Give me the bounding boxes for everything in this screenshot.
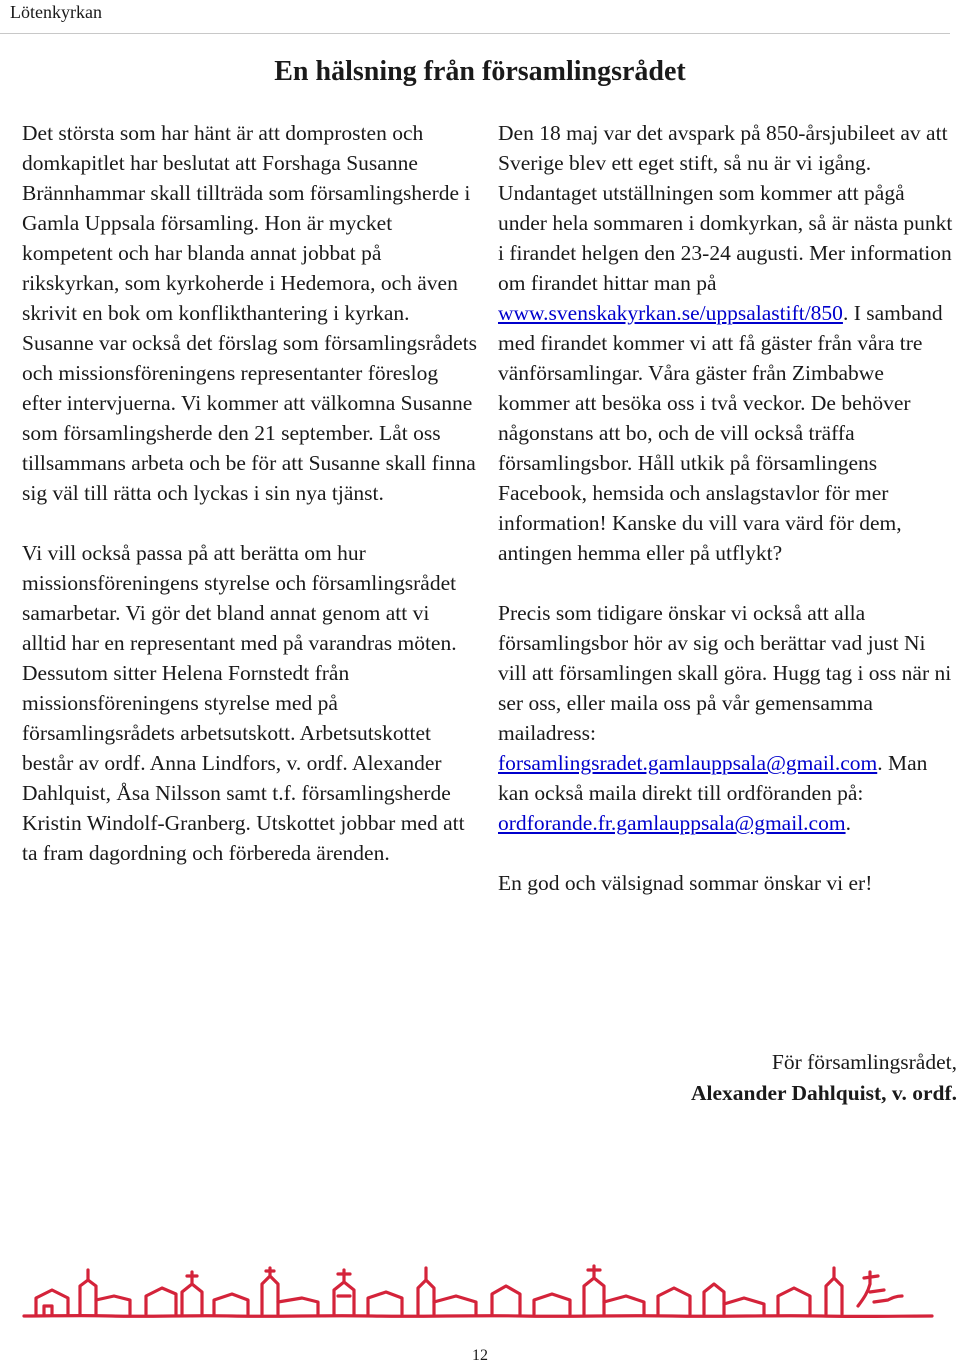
- stift-website-link[interactable]: www.svenskakyrkan.se/uppsalastift/850: [498, 301, 843, 325]
- right-paragraph-2: [498, 598, 956, 838]
- chair-email-link[interactable]: ordforande.fr.gamlauppsala@gmail.com: [498, 811, 846, 835]
- signoff: [691, 1047, 957, 1109]
- right-paragraph-3: En god och välsignad sommar önskar vi er!: [498, 871, 873, 895]
- article-title: En hälsning från församlingsrådet: [274, 56, 686, 87]
- left-paragraph-2: Vi vill också passa på att berätta om hur missionsföreningens styrelse och församlingsrådet samarbetar. Vi gör det bland annat genom att vi alltid har en representant med på varandras möten. Dessutom sitter Helena Fornstedt från missionsföreningens styrelse med på församlingsrådets arbetsutskott. Arbetsutskottet består av ordf. Anna Lindfors, v. ordf. Alexander Dahlquist, Åsa Nilsson samt t.f. församlingsherde Kristin Windolf-Granberg. Utskottet jobbar med att ta fram dagordning och förbereda ärenden.: [22, 541, 465, 865]
- running-header-title: Lötenkyrkan: [10, 2, 102, 22]
- right-paragraph-1: [498, 118, 956, 568]
- signoff-line: För församlingsrådet,: [771, 1050, 957, 1074]
- header-divider: [0, 33, 950, 34]
- right-column: [498, 118, 956, 898]
- right-paragraph-2-text: Precis som tidigare önskar vi också att alla församlingsbor hör av sig och berättar vad just Ni vill att församlingen skall göra. Hugg tag i oss när ni ser oss, eller maila oss på vår gemensamma mailadress:: [498, 601, 952, 745]
- right-paragraph-1-text: Den 18 maj var det avspark på 850-årsjubileet av att Sverige blev ett eget stift, så nu är vi igång. Undantaget utställningen som kommer att pågå under hela sommaren i domkyrkan, så är nästa punkt i firandet helgen den 23-24 augusti. Mer information om firandet hittar man på: [498, 121, 953, 295]
- left-column: [22, 118, 478, 868]
- council-email-link[interactable]: forsamlingsradet.gamlauppsala@gmail.com: [498, 751, 878, 775]
- signer-name: Alexander Dahlquist, v. ordf.: [691, 1081, 957, 1105]
- right-paragraph-2-middle: . Man kan också maila direkt till ordföranden på:: [498, 751, 928, 805]
- right-paragraph-2-end: .: [845, 811, 851, 835]
- left-paragraph-1: Det största som har hänt är att domprosten och domkapitlet har beslutat att Forshaga Susanne Brännhammar skall tillträda som församlingsherde i Gamla Uppsala församling. Hon är mycket kompetent och har blanda annat jobbat på rikskyrkan, som kyrkoherde i Hedemora, och även skrivit en bok om konflikthantering i kyrkan. Susanne var också det förslag som församlingsrådets och missionsföreningens representanter föreslog efter intervjuerna. Vi kommer att välkomna Susanne som församlingsherde den 21 september. Låt oss tillsammans arbeta och be för att Susanne skall finna sig väl till rätta och lyckas i sin nya tjänst.: [22, 121, 477, 505]
- page-number: 12: [472, 1347, 488, 1364]
- right-paragraph-1-continuation: . I samband med firandet kommer vi att få gäster från våra tre vänförsamlingar. Våra gäster från Zimbabwe kommer att besöka oss i två veckor. De behöver någonstans att bo, och de vill också träffa församlingsbor. Håll utkik på församlingens Facebook, hemsida och anslagstavlor för mer information! Kanske du vill vara värd för dem, antingen hemma eller på utflykt?: [498, 301, 943, 565]
- church-silhouette-row-icon: [22, 1262, 934, 1320]
